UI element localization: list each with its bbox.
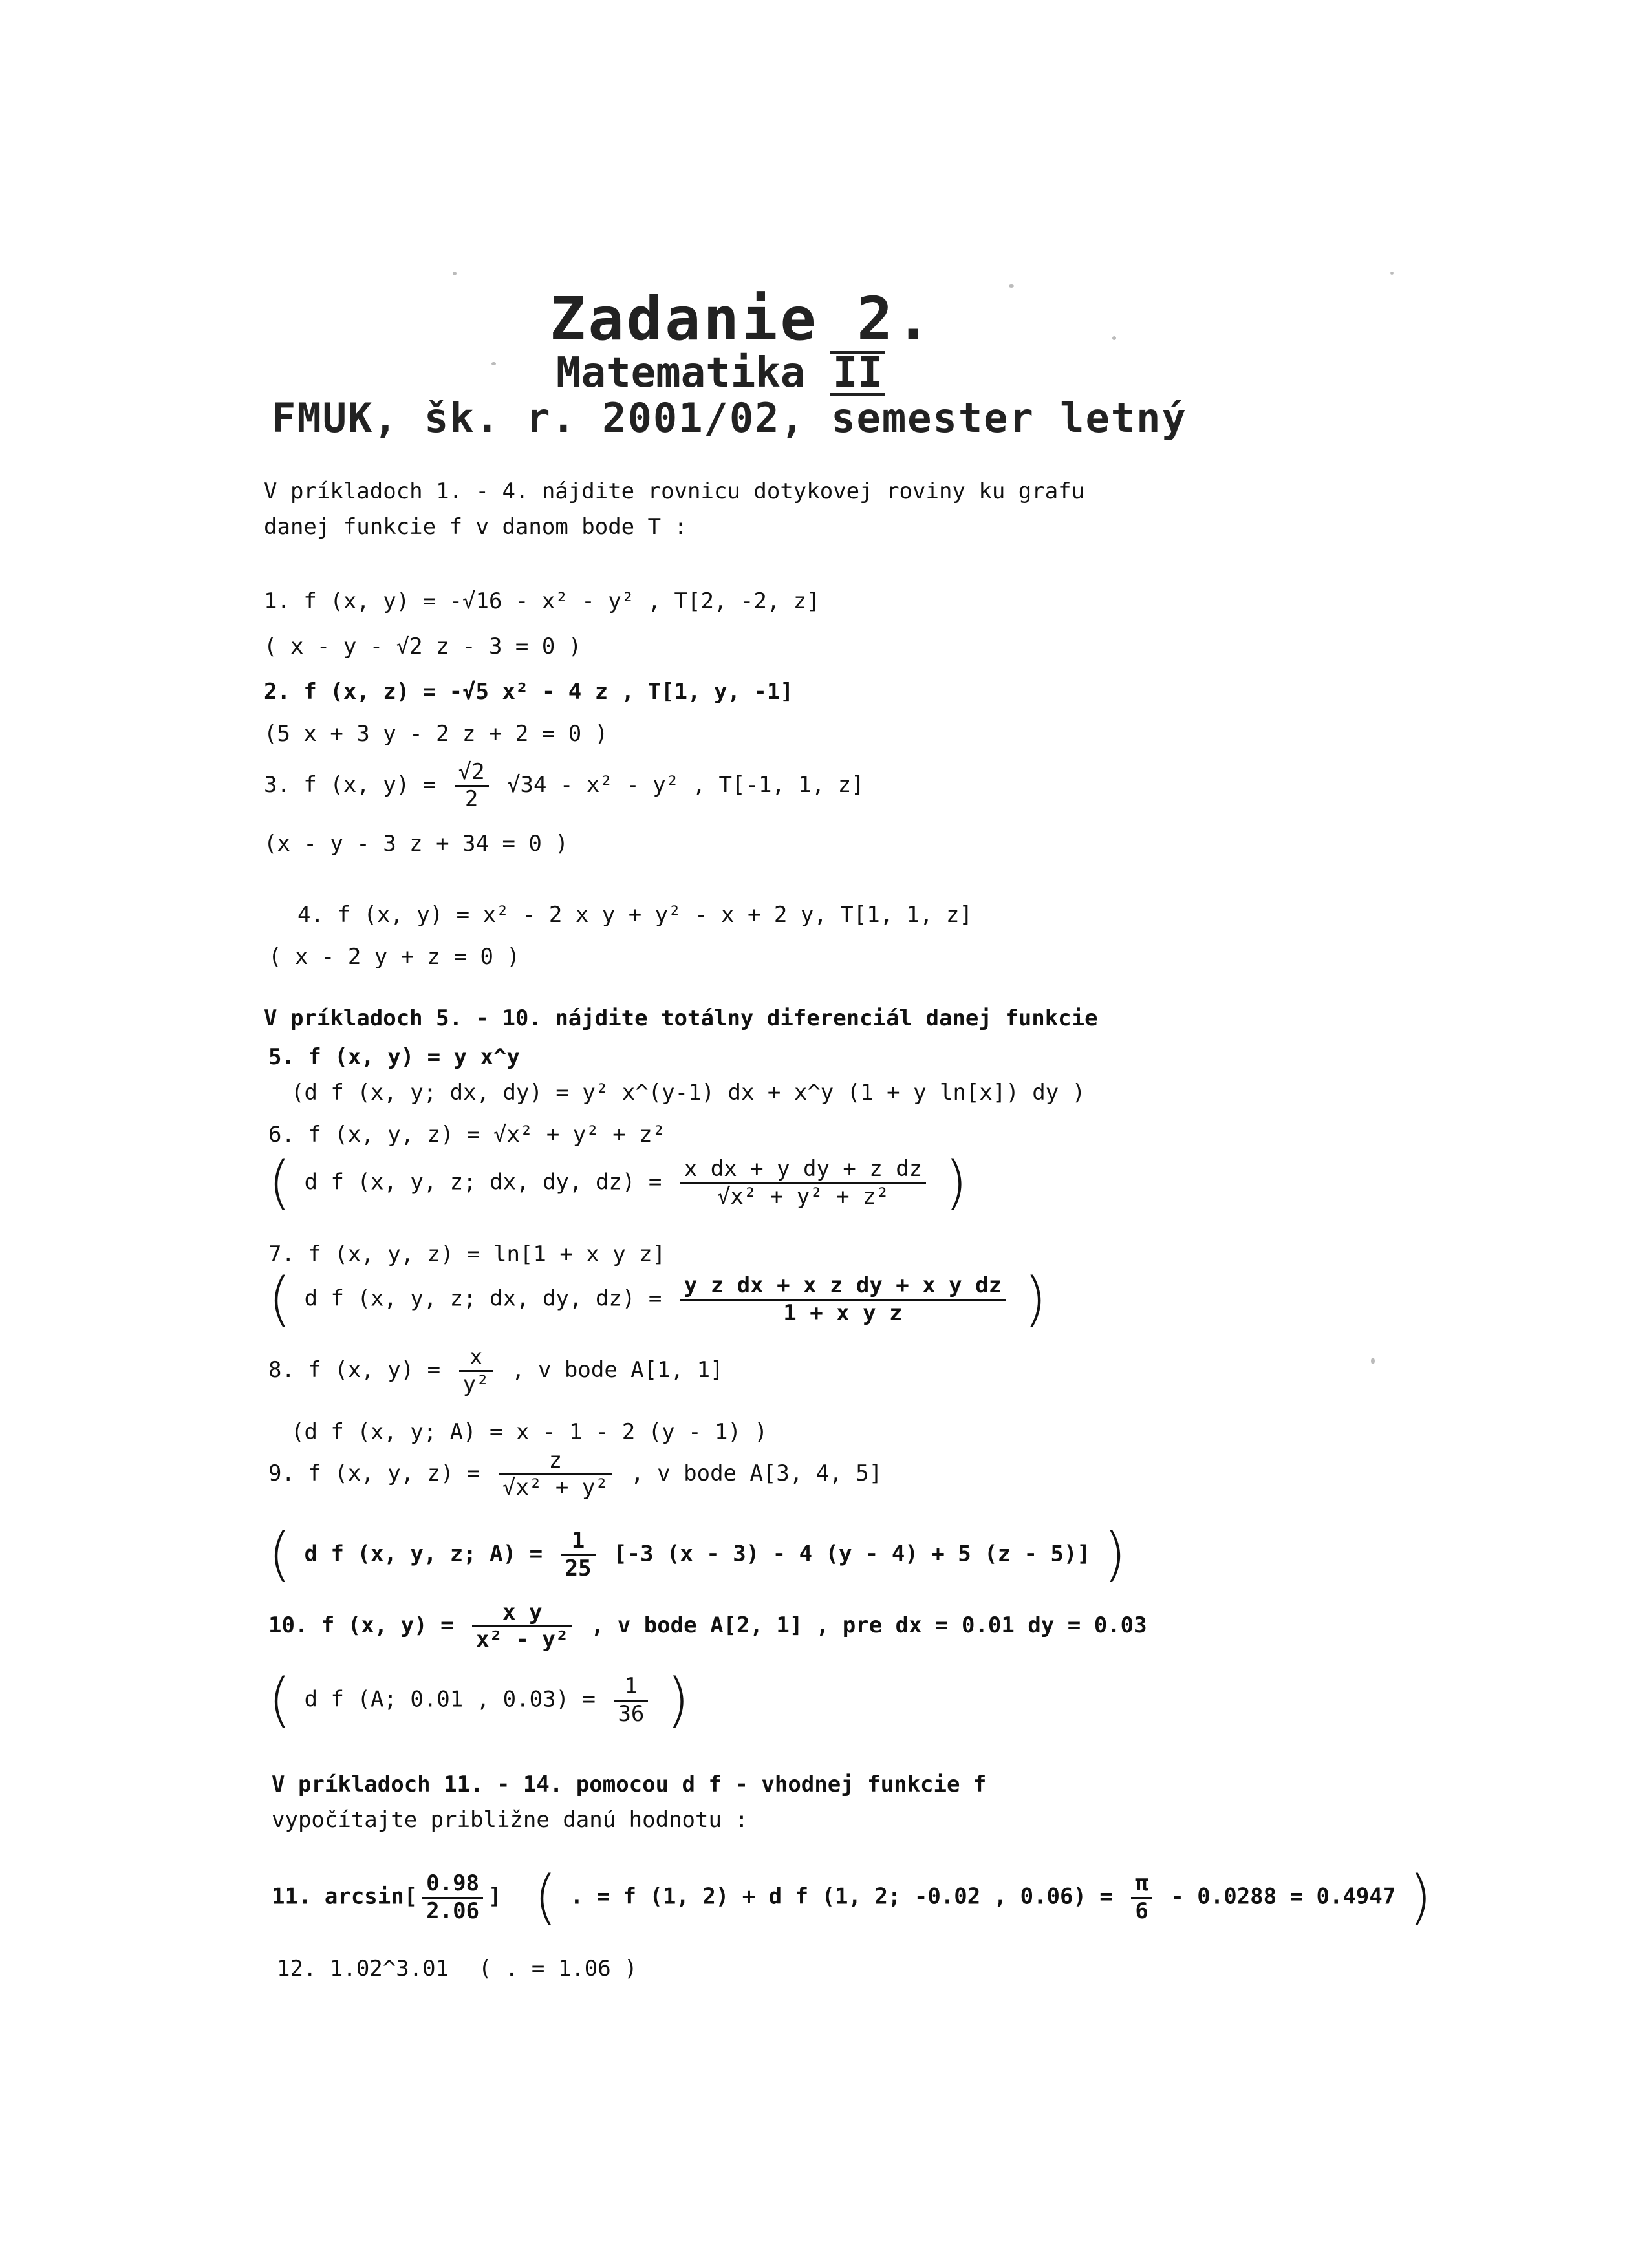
answer-9-rhs: [-3 (x - 3) - 4 (y - 4) + 5 (z - 5)] (614, 1541, 1090, 1567)
answer-10 (268, 1666, 689, 1734)
fraction-denominator: 25 (565, 1555, 592, 1581)
fraction-denominator: y² (462, 1371, 490, 1398)
fraction-denominator: x² - y² (476, 1627, 569, 1653)
problem-9-rhs: , v bode A[3, 4, 5] (630, 1460, 883, 1487)
problem-5: 5. f (x, y) = y x^y (268, 1044, 520, 1070)
fraction-numerator: x dx + y dy + z dz (680, 1157, 926, 1184)
fraction-numerator: x (459, 1345, 493, 1372)
scan-speck (491, 362, 496, 365)
answer-6 (268, 1149, 967, 1217)
answer-8: (d f (x, y; A) = x - 1 - 2 (y - 1) ) (291, 1419, 768, 1445)
paren-right: ) (1024, 1265, 1047, 1333)
fraction-numerator: x y (472, 1600, 572, 1627)
problem-10-rhs: , v bode A[2, 1] , pre dx = 0.01 dy = 0.03 (590, 1612, 1147, 1639)
answer-12: ( . = 1.06 ) (479, 1956, 638, 1982)
fraction-numerator: π (1131, 1871, 1152, 1898)
fraction-numerator: 1 (614, 1674, 648, 1701)
fraction-denominator: 2.06 (426, 1898, 480, 1924)
scan-speck (1390, 272, 1394, 275)
fraction-numerator: 1 (561, 1528, 596, 1556)
scan-speck (1009, 284, 1014, 288)
fraction-denominator: 36 (618, 1700, 645, 1727)
answer-10-lhs: d f (A; 0.01 , 0.03) = (304, 1686, 596, 1713)
fraction-denominator: √x² + y² (502, 1475, 609, 1501)
problem-10-lhs: 10. f (x, y) = (268, 1612, 454, 1639)
problem-2: 2. f (x, z) = -√5 x² - 4 z , T[1, y, -1] (264, 679, 793, 705)
paren-right: ) (1408, 1863, 1432, 1931)
problem-9-lhs: 9. f (x, y, z) = (268, 1460, 480, 1487)
answer-7 (268, 1265, 1047, 1333)
problem-3 (264, 760, 865, 812)
paren-left: ( (268, 1521, 292, 1589)
paren-left: ( (534, 1863, 557, 1931)
section3-intro-line2: vypočítajte približne danú hodnotu : (272, 1807, 748, 1833)
problem-9-fraction (499, 1448, 612, 1501)
problem-11-rhs: ] (488, 1883, 502, 1910)
problem-1: 1. f (x, y) = -√16 - x² - y² , T[2, -2, z] (264, 588, 820, 614)
paren-right: ) (1103, 1521, 1126, 1589)
fraction-denominator: √x² + y² + z² (717, 1183, 890, 1210)
problem-10-fraction (472, 1600, 572, 1653)
answer-6-lhs: d f (x, y, z; dx, dy, dz) = (304, 1169, 662, 1195)
answer-4: ( x - 2 y + z = 0 ) (268, 944, 520, 970)
scan-speck (453, 272, 457, 275)
answer-10-fraction (614, 1674, 648, 1726)
problem-11 (272, 1863, 1432, 1931)
answer-9-lhs: d f (x, y, z; A) = (304, 1541, 543, 1567)
problem-9 (268, 1448, 882, 1501)
paren-left: ( (268, 1265, 292, 1333)
fraction-denominator: 2 (464, 786, 479, 813)
paren-left: ( (268, 1149, 292, 1217)
fraction-numerator: y z dx + x z dy + x y dz (680, 1273, 1006, 1300)
paren-right: ) (666, 1666, 689, 1734)
problem-6: 6. f (x, y, z) = √x² + y² + z² (268, 1122, 666, 1148)
problem-3-fraction (455, 760, 489, 812)
answer-11-rhs: - 0.0288 = 0.4947 (1170, 1883, 1396, 1910)
section3-intro-line1: V príkladoch 11. - 14. pomocou d f - vhodnej funkcie f (272, 1771, 987, 1797)
answer-9-fraction (561, 1528, 596, 1581)
problem-10 (268, 1600, 1147, 1653)
answer-11-lhs: . = f (1, 2) + d f (1, 2; -0.02 , 0.06) = (570, 1883, 1113, 1910)
problem-11-lhs: 11. arcsin[ (272, 1883, 418, 1910)
subtitle-roman: II (830, 351, 885, 396)
section2-intro: V príkladoch 5. - 10. nájdite totálny diferenciál danej funkcie (264, 1005, 1098, 1031)
answer-7-lhs: d f (x, y, z; dx, dy, dz) = (304, 1285, 662, 1312)
section1-intro-line2: danej funkcie f v danom bode T : (264, 514, 688, 540)
problem-3-rhs: √34 - x² - y² , T[-1, 1, z] (507, 772, 865, 798)
problem-7: 7. f (x, y, z) = ln[1 + x y z] (268, 1241, 666, 1267)
scan-speck (1371, 1358, 1375, 1364)
answer-2: (5 x + 3 y - 2 z + 2 = 0 ) (264, 721, 609, 747)
answer-1: ( x - y - √2 z - 3 = 0 ) (264, 634, 582, 659)
problem-11-fraction (422, 1871, 483, 1923)
answer-6-fraction (680, 1157, 926, 1209)
problem-3-lhs: 3. f (x, y) = (264, 772, 436, 798)
problem-12: 12. 1.02^3.01 (277, 1956, 449, 1982)
answer-9 (268, 1521, 1126, 1589)
document-title: Zadanie 2. (550, 284, 934, 354)
problem-4: 4. f (x, y) = x² - 2 x y + y² - x + 2 y, T[1, 1, z] (297, 902, 973, 928)
problem-8-lhs: 8. f (x, y) = (268, 1357, 441, 1384)
fraction-denominator: 6 (1135, 1898, 1148, 1924)
document-header: FMUK, šk. r. 2001/02, semester letný (272, 394, 1187, 442)
problem-8-rhs: , v bode A[1, 1] (512, 1357, 724, 1384)
fraction-denominator: 1 + x y z (783, 1300, 903, 1326)
paren-left: ( (268, 1666, 292, 1734)
answer-5: (d f (x, y; dx, dy) = y² x^(y-1) dx + x^y (1 + y ln[x]) dy ) (291, 1080, 1086, 1106)
problem-8 (268, 1345, 724, 1397)
fraction-numerator: √2 (455, 760, 489, 787)
fraction-numerator: 0.98 (422, 1871, 483, 1898)
answer-3: (x - y - 3 z + 34 = 0 ) (264, 831, 568, 857)
paren-right: ) (944, 1149, 967, 1217)
document-subtitle (556, 349, 885, 397)
answer-7-fraction (680, 1273, 1006, 1325)
answer-11-fraction (1131, 1871, 1152, 1923)
scan-speck (1112, 336, 1116, 340)
problem-8-fraction (459, 1345, 493, 1397)
section1-intro-line1: V príkladoch 1. - 4. nájdite rovnicu dotykovej roviny ku grafu (264, 478, 1085, 504)
subtitle-text: Matematika (556, 349, 806, 397)
fraction-numerator: z (499, 1448, 612, 1475)
